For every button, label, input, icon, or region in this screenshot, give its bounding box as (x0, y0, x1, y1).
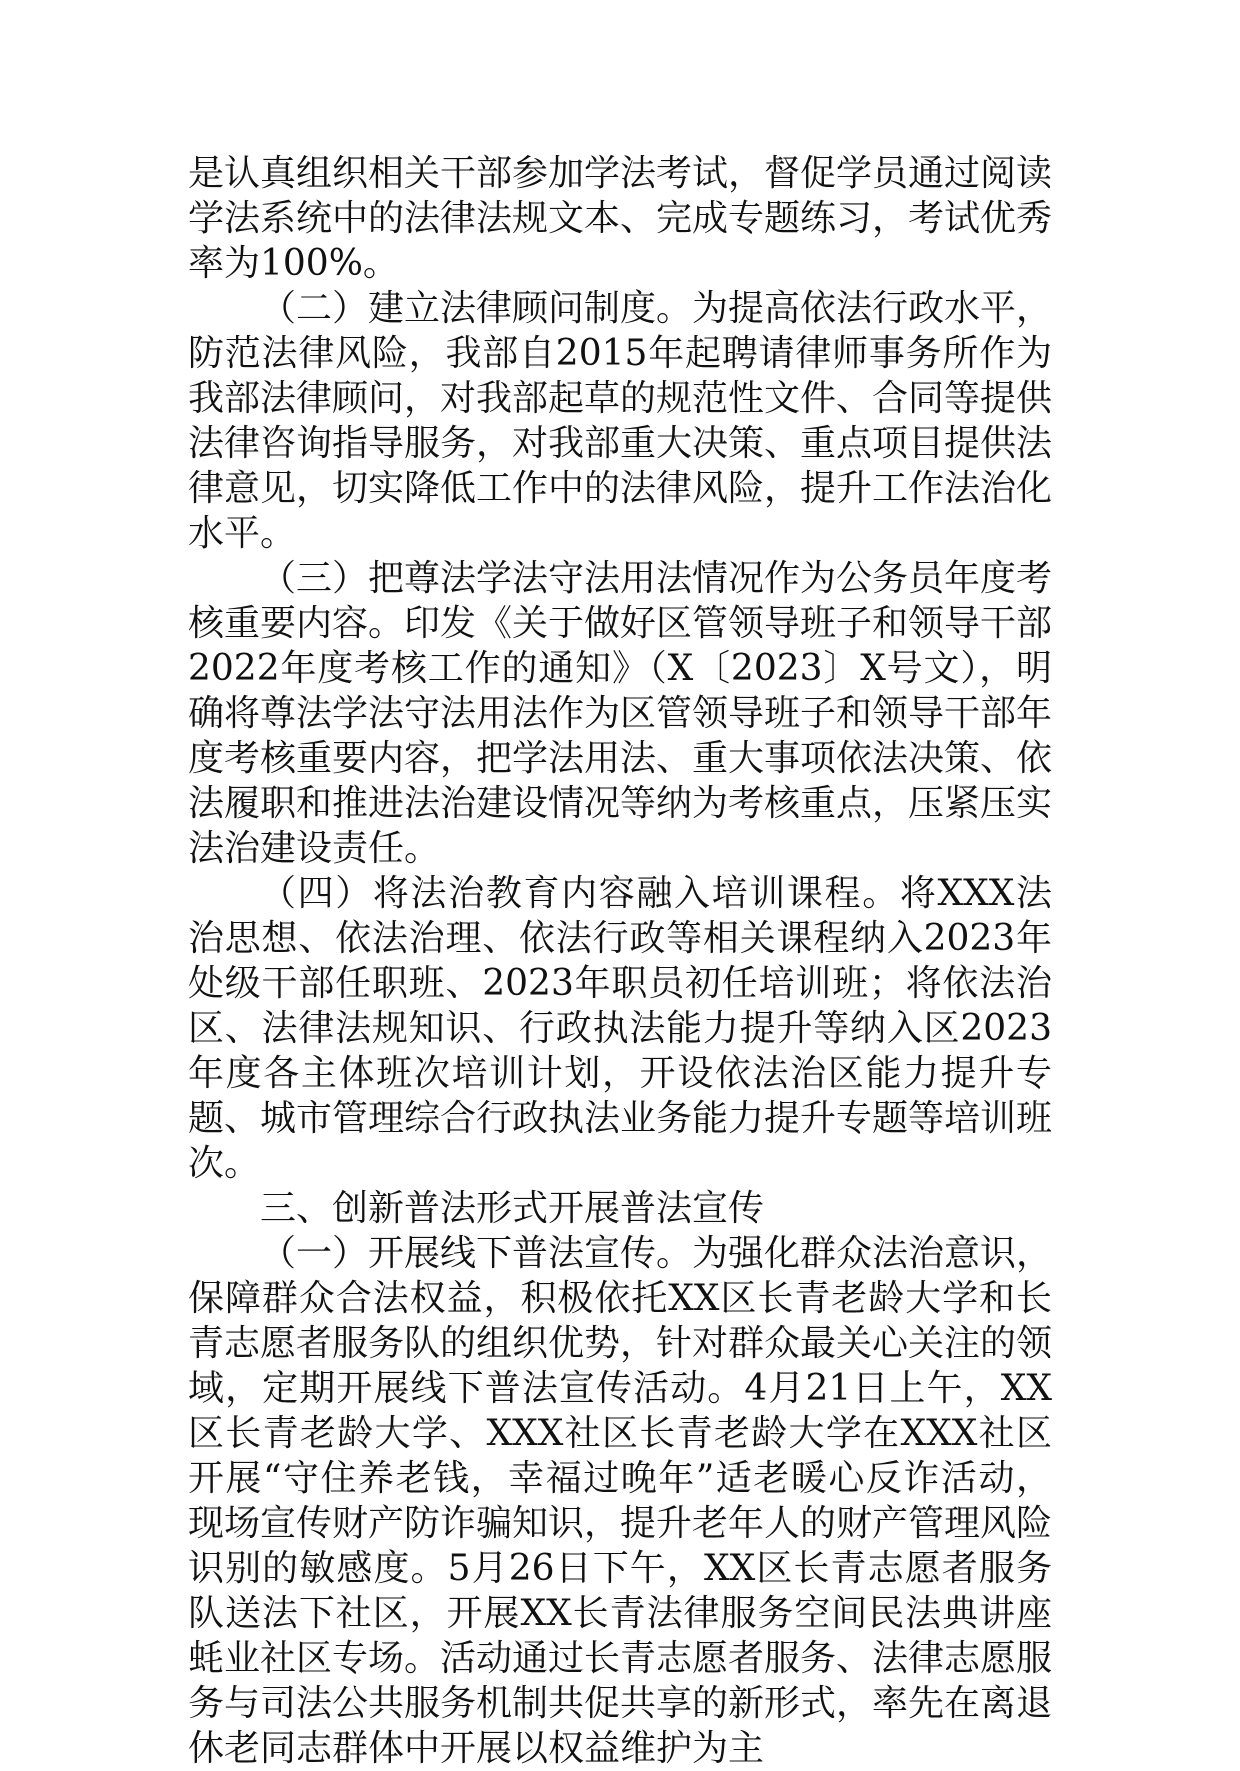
section-heading-innovation: 三、创新普法形式开展普法宣传 (260, 1188, 765, 1229)
paragraph-legal-advisor-system: （二）建立法律顾问制度。为提高依法行政水平，防范法律风险，我部自2015年起聘请律师事务所作为我部法律顾问，对我部起草的规范性文件、合同等提供法律咨询指导服务，对我部重大决策、重点项目提供法律意见，切实降低工作中的法律风险，提升工作法治化水平。 (188, 288, 1053, 554)
document-body (188, 151, 1052, 1771)
paragraph-annual-assessment: （三）把尊法学法守法用法情况作为公务员年度考核重要内容。印发《关于做好区管领导班子和领导干部2022年度考核工作的通知》（X〔2023〕X号文），明确将尊法学法守法用法作为区管领导班子和领导干部年度考核重要内容，把学法用法、重大事项依法决策、依法履职和推进法治建设情况等纳为考核重点，压紧压实法治建设责任。 (188, 558, 1053, 869)
paragraph-training-courses: （四）将法治教育内容融入培训课程。将XXX法治思想、依法治理、依法行政等相关课程纳入2023年处级干部任职班、2023年职员初任培训班；将依法治区、法律法规知识、行政执法能力提升等纳入区2023年度各主体班次培训计划，开设依法治区能力提升专题、城市管理综合行政执法业务能力提升专题等培训班次。 (188, 873, 1053, 1184)
paragraph-offline-publicity: （一）开展线下普法宣传。为强化群众法治意识，保障群众合法权益，积极依托XX区长青老龄大学和长青志愿者服务队的组织优势，针对群众最关心关注的领域，定期开展线下普法宣传活动。4月21日上午，XX区长青老龄大学、XXX社区长青老龄大学在XXX社区开展“守住养老钱，幸福过晚年”适老暖心反诈活动，现场宣传财产防诈骗知识，提升老年人的财产管理风险识别的敏感度。5月26日下午，XX区长青志愿者服务队送法下社区，开展XX长青法律服务空间民法典讲座蚝业社区专场。活动通过长青志愿者服务、法律志愿服务与司法公共服务机制共促共享的新形式，率先在离退休老同志群体中开展以权益维护为主 (188, 1233, 1053, 1769)
paragraph-continuation: 是认真组织相关干部参加学法考试，督促学员通过阅读学法系统中的法律法规文本、完成专题练习，考试优秀率为100%。 (188, 153, 1053, 284)
